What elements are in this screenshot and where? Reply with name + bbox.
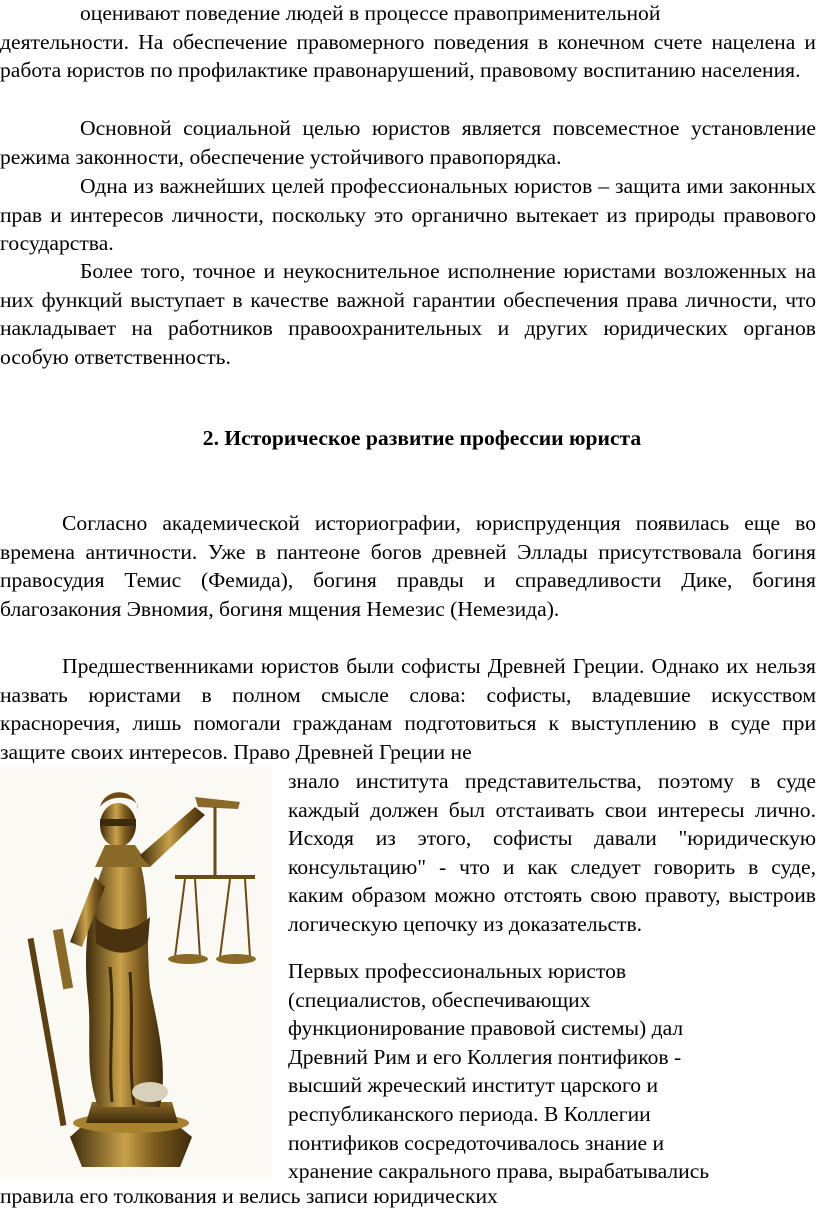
- paragraph-line: функционирование правовой системы) дал: [288, 1016, 684, 1041]
- paragraph-antiquity: Согласно академической историографии, юриспруденция появилась еще во времена античности. Уже в пантеоне богов древней Эллады присутствовала богиня правосудия Темис (Фемида), богиня правды и справедливости Дике, богиня благозакония Эвномия, богиня мщения Немезис (Немезида).: [0, 511, 816, 621]
- paragraph-sophists: Предшественниками юристов были софисты Древней Греции. Однако их нельзя назвать юристами в полном смысле слова: софисты, владевшие искусством красноречия, лишь помогали гражданам подготовиться к выступлению в суде при защите своих интересов. Право Древней Греции не: [0, 654, 816, 764]
- paragraph-responsibility: Более того, точное и неукоснительное исполнение юристами возложенных на них функций выступает в качестве важной гарантии обеспечения права личности, что накладывает на работников правоохранительных и других юридических органов особую ответственность.: [0, 259, 816, 369]
- paragraph-line-final: правила его толкования и велись записи юридических: [0, 1184, 498, 1208]
- paragraph-line: деятельности. На обеспечение правомерного поведения в конечном счете нацелена и работа юристов по профилактике правонарушений, правовому воспитанию населения.: [0, 29, 816, 83]
- section-heading: 2. Историческое развитие профессии юриста: [202, 426, 642, 450]
- paragraph-line: оценивают поведение людей в процессе правоприменительной: [80, 1, 661, 25]
- paragraph-line: Первых профессиональных юристов: [288, 959, 627, 983]
- paragraph-line: понтификов сосредоточивалось знание и: [288, 1130, 665, 1155]
- paragraph-rome: [288, 957, 816, 1186]
- paragraph-line: высший жреческий институт царского и: [288, 1073, 659, 1098]
- paragraph-intro: [0, 0, 816, 85]
- paragraph-line: хранение сакрального права, вырабатывались: [288, 1159, 710, 1184]
- paragraph-rights-protection: Одна из важнейших целей профессиональных юристов – защита ими законных прав и интересов личности, поскольку это органично вытекает из природы правового государства.: [0, 174, 816, 256]
- paragraph-sophists-continued: знало института представительства, поэтому в суде каждый должен был отстаивать свои интересы лично. Исходя из этого, софисты давали "юридическую консультацию" - что и как следует говорить в суде, каким образом можно отстоять свою правоту, выстроив логическую цепочку из доказательств.: [288, 769, 816, 936]
- paragraph-line: (специалистов, обеспечивающих: [288, 987, 591, 1012]
- paragraph-social-goal: Основной социальной целью юристов является повсеместное установление режима законности, обеспечение устойчивого правопорядка.: [0, 116, 816, 169]
- themis-statue-image: [0, 767, 272, 1179]
- paragraph-line: республиканского периода. В Коллегии: [288, 1101, 651, 1126]
- paragraph-line: Древний Рим и его Коллегия понтификов -: [288, 1044, 682, 1069]
